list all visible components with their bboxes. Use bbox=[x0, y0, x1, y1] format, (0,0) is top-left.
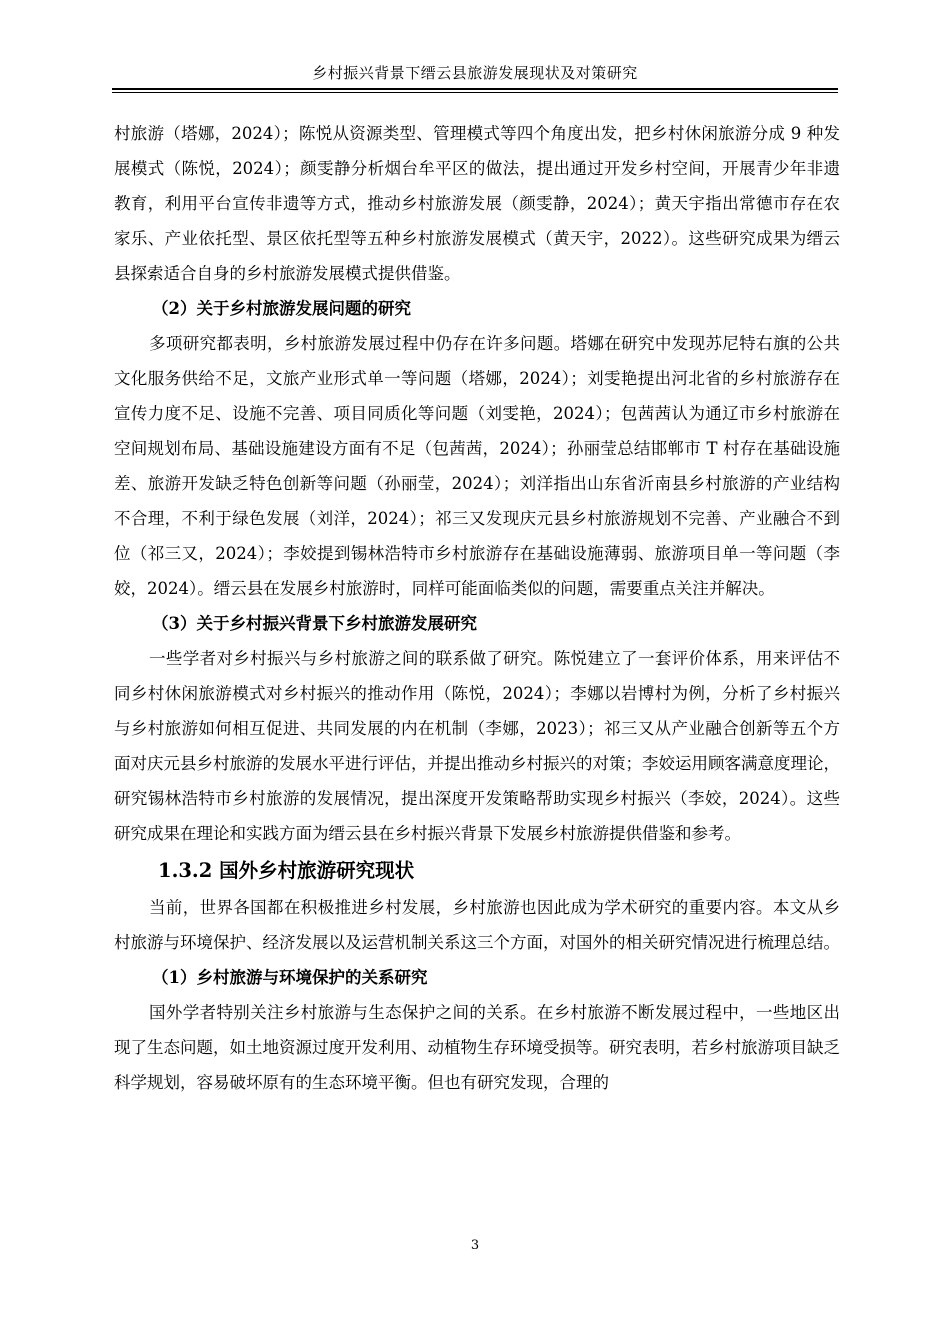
page-number: 3 bbox=[470, 1238, 480, 1253]
header-rule-thin bbox=[112, 92, 838, 93]
section-heading: 1.3.2 国外乡村旅游研究现状 bbox=[158, 859, 415, 882]
subsection-heading: （1）乡村旅游与环境保护的关系研究 bbox=[152, 968, 428, 987]
subsection-heading: （3）关于乡村振兴背景下乡村旅游发展研究 bbox=[152, 614, 477, 633]
running-header: 乡村振兴背景下缙云县旅游发展现状及对策研究 bbox=[312, 64, 638, 82]
paragraph: 多项研究都表明，乡村旅游发展过程中仍存在许多问题。塔娜在研究中发现苏尼特右旗的公共文化服务供给不足，文旅产业形式单一等问题（塔娜，2024）；刘雯艳提出河北省的乡村旅游存在宣传力度不足、设施不完善、项目同质化等问题（刘雯艳，2024）；包茜茜认为通辽市乡村旅游在空间规划布局、基础设施建设方面有不足（包茜茜，2024）；孙丽莹总结邯郸市 T 村存在基础设施差、旅游开发缺乏特色创新等问题（孙丽莹，2024）；刘洋指出山东省沂南县乡村旅游的产业结构不合理，不利于绿色发展（刘洋，2024）；祁三又发现庆元县乡村旅游规划不完善、产业融合不到位（祁三又，2024）；李姣提到锡林浩特市乡村旅游存在基础设施薄弱、旅游项目单一等问题（李姣，2024）。缙云县在发展乡村旅游时，同样可能面临类似的问题，需要重点关注并解决。 bbox=[114, 334, 840, 598]
subsection-heading: （2）关于乡村旅游发展问题的研究 bbox=[152, 299, 411, 318]
paragraph: 国外学者特别关注乡村旅游与生态保护之间的关系。在乡村旅游不断发展过程中，一些地区出现了生态问题，如土地资源过度开发利用、动植物生存环境受损等。研究表明，若乡村旅游项目缺乏科学规划，容易破坏原有的生态环境平衡。但也有研究发现，合理的 bbox=[114, 1003, 840, 1092]
paragraph: 村旅游（塔娜，2024）；陈悦从资源类型、管理模式等四个角度出发，把乡村休闲旅游分成 9 种发展模式（陈悦，2024）；颜雯静分析烟台牟平区的做法，提出通过开发乡村空间，开展青少年非遗教育，利用平台宣传非遗等方式，推动乡村旅游发展（颜雯静，2024）；黄天宇指出常德市存在农家乐、产业依托型、景区依托型等五种乡村旅游发展模式（黄天宇，2022）。这些研究成果为缙云县探索适合自身的乡村旅游发展模式提供借鉴。 bbox=[114, 124, 840, 283]
header-rule-thick bbox=[112, 88, 838, 90]
document-body bbox=[114, 116, 840, 1100]
paragraph: 当前，世界各国都在积极推进乡村发展，乡村旅游也因此成为学术研究的重要内容。本文从乡村旅游与环境保护、经济发展以及运营机制关系这三个方面，对国外的相关研究情况进行梳理总结。 bbox=[114, 898, 840, 952]
paragraph: 一些学者对乡村振兴与乡村旅游之间的联系做了研究。陈悦建立了一套评价体系，用来评估不同乡村休闲旅游模式对乡村振兴的推动作用（陈悦，2024）；李娜以岩博村为例，分析了乡村振兴与乡村旅游如何相互促进、共同发展的内在机制（李娜，2023）；祁三又从产业融合创新等五个方面对庆元县乡村旅游的发展水平进行评估，并提出推动乡村振兴的对策；李姣运用顾客满意度理论，研究锡林浩特市乡村旅游的发展情况，提出深度开发策略帮助实现乡村振兴（李姣，2024）。这些研究成果在理论和实践方面为缙云县在乡村振兴背景下发展乡村旅游提供借鉴和参考。 bbox=[114, 649, 840, 843]
